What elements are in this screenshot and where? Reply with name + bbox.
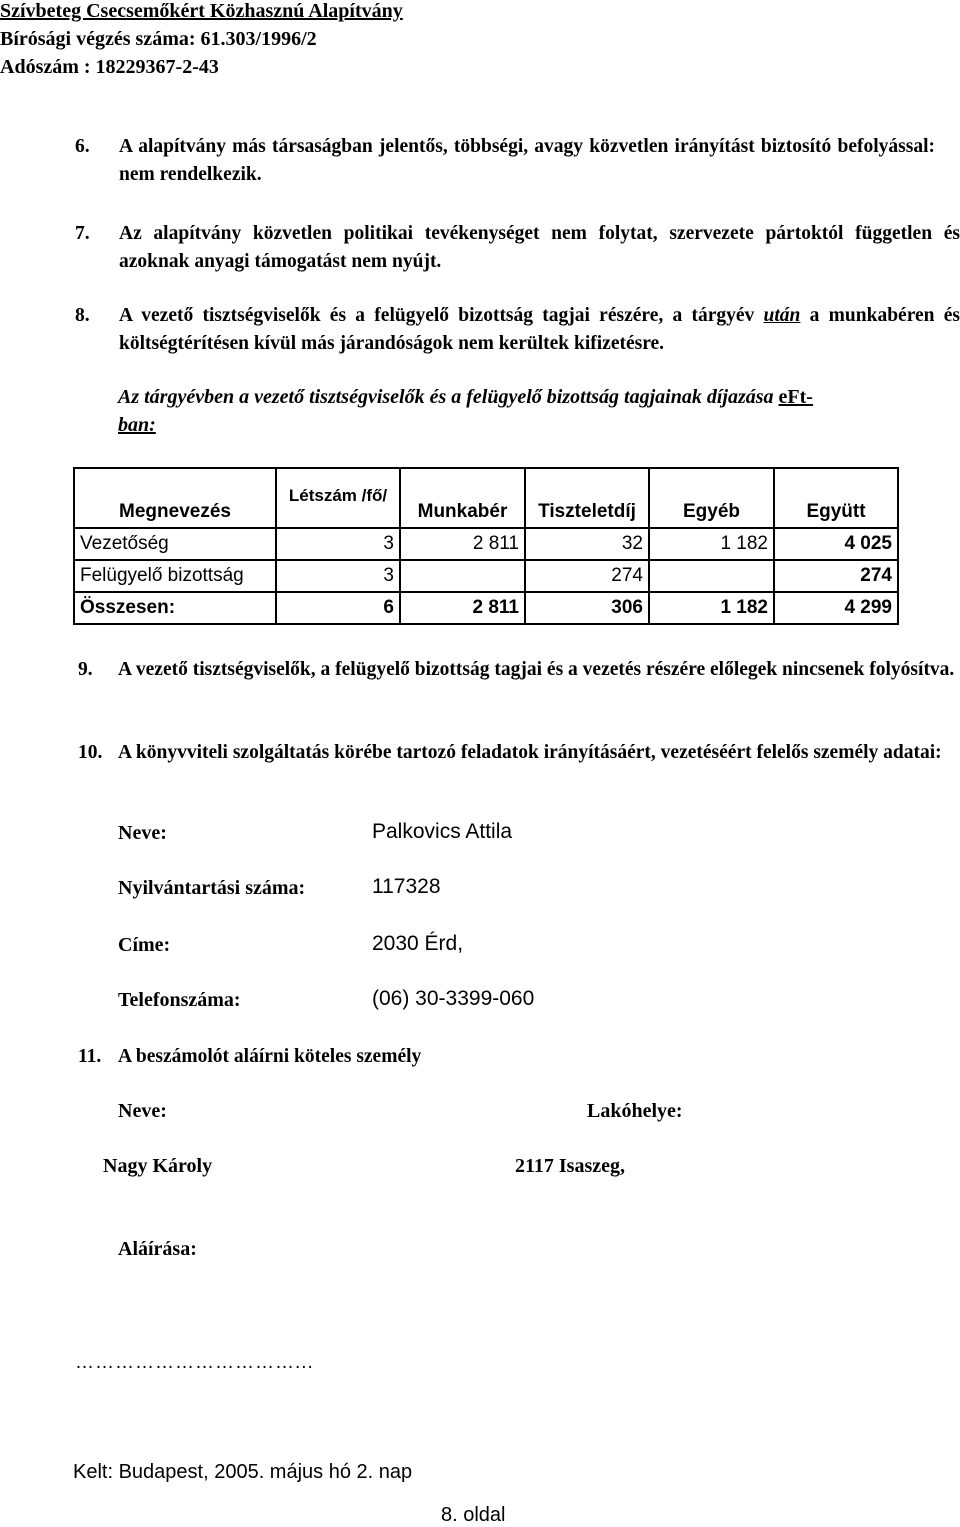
signer-residence-label: Lakóhelye:: [587, 1100, 683, 1122]
table-row: [74, 560, 898, 592]
section-9: [78, 656, 960, 684]
section-number: 11.: [78, 1046, 102, 1067]
section-number: 6.: [75, 136, 90, 157]
table-row-total: [74, 592, 898, 624]
col-header: Egyéb: [649, 468, 774, 528]
page-number: 8. oldal: [441, 1504, 506, 1526]
bk-reg-label: Nyilvántartási száma:: [118, 877, 306, 899]
section-8: [75, 302, 960, 358]
table-cell: [649, 560, 774, 592]
section-6: [75, 133, 935, 189]
underlined-word: után: [763, 305, 801, 326]
signature-label: Aláírása:: [118, 1238, 197, 1260]
signature-line: ……………………………...: [75, 1352, 314, 1373]
eft-unit-cont: ban:: [118, 414, 156, 436]
section-text: A vezető tisztségviselők, a felügyelő bizottság tagjai és a vezetés részére előlegek nincsenek folyósítva.: [118, 659, 955, 680]
col-header: Tiszteletdíj: [525, 468, 649, 528]
bk-addr: 2030 Érd,: [372, 932, 464, 955]
eft-unit: eFt-: [778, 386, 813, 408]
section-text: A vezető tisztségviselők és a felügyelő bizottság tagjai részére, a tárgyév után a munkabéren és költségtérítésen kívül más járandóságok nem kerültek kifizetésre.: [119, 305, 960, 354]
section-number: 9.: [78, 659, 93, 680]
col-header: Együtt: [774, 468, 898, 528]
signer-residence: 2117 Isaszeg,: [515, 1155, 625, 1177]
table-cell: Összesen:: [74, 592, 276, 624]
table-cell: 274: [525, 560, 649, 592]
section-text: A alapítvány más társaságban jelentős, többségi, avagy közvetlen irányítást biztosító befolyással: nem rendelkezik.: [119, 136, 935, 185]
table-cell: 274: [774, 560, 898, 592]
section-number: 7.: [75, 223, 90, 244]
table-cell: 4 299: [774, 592, 898, 624]
section-text: A beszámolót aláírni köteles személy: [118, 1046, 422, 1067]
table-cell: 32: [525, 528, 649, 560]
table-cell: 2 811: [400, 528, 525, 560]
place-date: Kelt: Budapest, 2005. május hó 2. nap: [73, 1461, 413, 1483]
table-cell: Vezetőség: [74, 528, 276, 560]
table-cell: 1 182: [649, 592, 774, 624]
section-number: 10.: [78, 742, 103, 763]
col-header: Megnevezés: [74, 468, 276, 528]
signer-name: Nagy Károly: [103, 1155, 213, 1177]
court-decision-number: Bírósági végzés száma: 61.303/1996/2: [0, 28, 317, 50]
bk-reg: 117328: [372, 875, 441, 898]
section-7: [75, 220, 960, 276]
org-name: Szívbeteg Csecsemőkért Közhasznú Alapítvány: [0, 0, 403, 22]
section-number: 8.: [75, 305, 90, 326]
bk-name: Palkovics Attila: [372, 820, 513, 843]
tax-number: Adószám : 18229367-2-43: [0, 56, 219, 78]
section-10: [78, 739, 960, 767]
bk-addr-label: Címe:: [118, 934, 171, 956]
table-cell: 3: [276, 528, 400, 560]
fee-note: Az tárgyévben a vezető tisztségviselők és a felügyelő bizottság tagjainak díjazása eFt- ban:: [118, 386, 813, 436]
table-cell: [400, 560, 525, 592]
bk-name-label: Neve:: [118, 822, 167, 844]
table-cell: Felügyelő bizottság: [74, 560, 276, 592]
bk-phone: (06) 30-3399-060: [372, 987, 535, 1010]
table-cell: 3: [276, 560, 400, 592]
bk-phone-label: Telefonszáma:: [118, 989, 241, 1011]
col-header: Munkabér: [400, 468, 525, 528]
col-header: Létszám /fő/: [276, 468, 400, 528]
section-text: A könyvviteli szolgáltatás körébe tartozó feladatok irányításáért, vezetéséért felelős személy adatai:: [118, 742, 942, 763]
compensation-table: [73, 467, 899, 625]
table-header-row: [74, 468, 898, 528]
table-cell: 1 182: [649, 528, 774, 560]
section-11: [78, 1043, 960, 1071]
table-row: [74, 528, 898, 560]
table-cell: 4 025: [774, 528, 898, 560]
section-text: Az alapítvány közvetlen politikai tevékenységet nem folytat, szervezete pártoktól független és azoknak anyagi támogatást nem nyújt.: [119, 223, 960, 272]
table-cell: 2 811: [400, 592, 525, 624]
signer-name-label: Neve:: [118, 1100, 167, 1122]
table-cell: 306: [525, 592, 649, 624]
table-cell: 6: [276, 592, 400, 624]
